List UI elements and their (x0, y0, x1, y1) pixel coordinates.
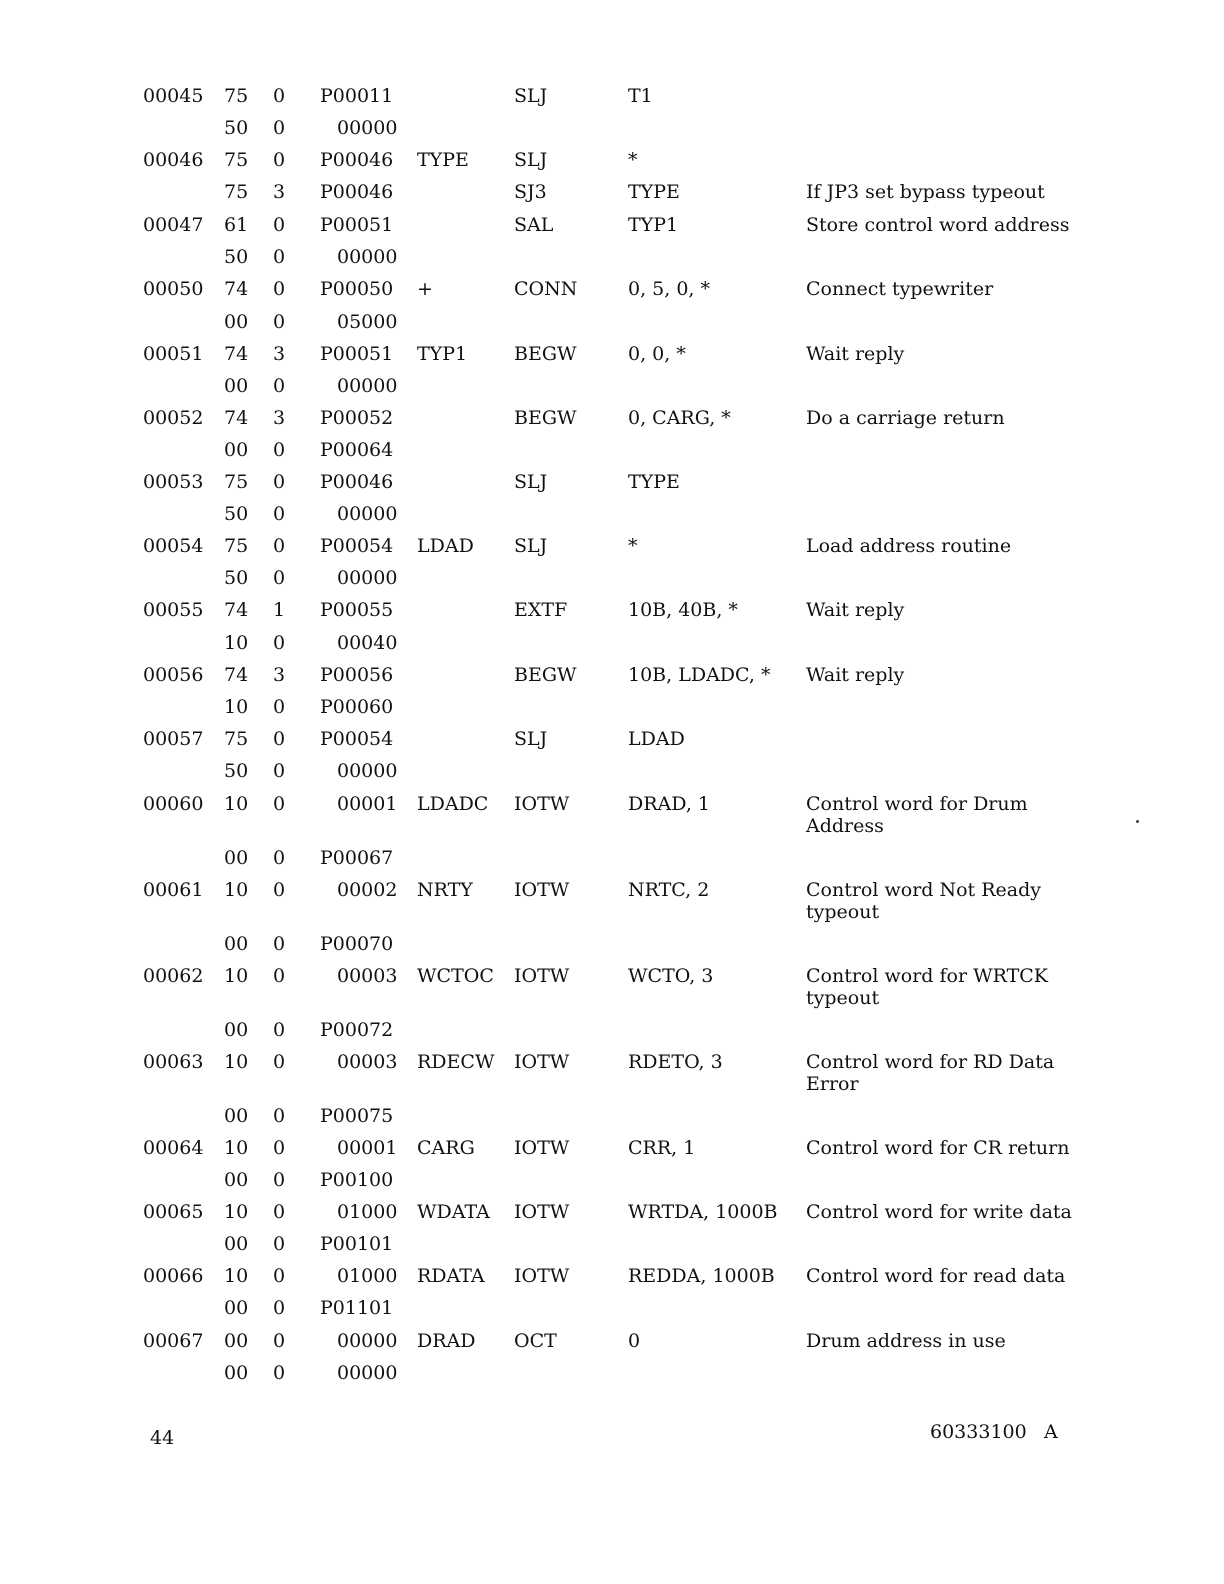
listing-line (0, 534, 1224, 558)
listing-line (0, 727, 1224, 751)
b-designator: 0 (273, 1297, 286, 1319)
m-field: P00100 (320, 1169, 394, 1191)
instruction-mnemonic: EXTF (514, 599, 568, 621)
b-designator: 0 (273, 1233, 286, 1255)
listing-line (0, 148, 1224, 172)
listing-line (0, 792, 1224, 837)
location-label: LDAD (417, 535, 474, 557)
m-field: P00046 (320, 471, 394, 493)
opcode: 50 (224, 246, 249, 268)
opcode: 74 (224, 599, 249, 621)
m-field: P00072 (320, 1019, 394, 1041)
b-designator: 0 (273, 1169, 286, 1191)
listing-line (0, 180, 1224, 204)
opcode: 00 (224, 847, 249, 869)
opcode: 75 (224, 149, 249, 171)
comment (806, 1137, 1069, 1159)
listing-line (0, 846, 1224, 870)
opcode: 50 (224, 760, 249, 782)
opcode: 10 (224, 632, 249, 654)
opcode: 75 (224, 181, 249, 203)
m-field: 05000 (337, 311, 398, 333)
comment-line: Do a carriage return (806, 407, 1005, 429)
revision-letter: A (1044, 1421, 1058, 1443)
b-designator: 0 (273, 246, 286, 268)
b-designator: 0 (273, 375, 286, 397)
scan-speck (1136, 820, 1139, 823)
opcode: 00 (224, 1362, 249, 1384)
m-field: P00054 (320, 535, 394, 557)
instruction-mnemonic: IOTW (514, 793, 570, 815)
operand-field: 10B, LDADC, * (628, 664, 771, 686)
b-designator: 3 (273, 664, 286, 686)
comment-line: Control word for write data (806, 1201, 1072, 1223)
m-field: P00056 (320, 664, 394, 686)
listing-line (0, 663, 1224, 687)
m-field: P00054 (320, 728, 394, 750)
b-designator: 0 (273, 439, 286, 461)
m-field: 00001 (337, 793, 398, 815)
b-designator: 0 (273, 1137, 286, 1159)
listing-line (0, 878, 1224, 923)
operand-field: * (628, 149, 638, 171)
b-designator: 0 (273, 879, 286, 901)
m-field: P00101 (320, 1233, 394, 1255)
opcode: 75 (224, 535, 249, 557)
m-field: 00000 (337, 1362, 398, 1384)
b-designator: 3 (273, 343, 286, 365)
opcode: 00 (224, 1169, 249, 1191)
line-address: 00057 (143, 728, 204, 750)
b-designator: 0 (273, 278, 286, 300)
b-designator: 0 (273, 1105, 286, 1127)
b-designator: 0 (273, 933, 286, 955)
location-label: RDATA (417, 1265, 485, 1287)
operand-field: WRTDA, 1000B (628, 1201, 778, 1223)
b-designator: 0 (273, 728, 286, 750)
line-address: 00061 (143, 879, 204, 901)
instruction-mnemonic: SLJ (514, 471, 548, 493)
comment (806, 599, 904, 621)
comment-line: Control word for WRTCK (806, 965, 1048, 987)
opcode: 74 (224, 664, 249, 686)
operand-field: TYP1 (628, 214, 679, 236)
location-label: RDECW (417, 1051, 495, 1073)
operand-field: TYPE (628, 181, 680, 203)
m-field: P00067 (320, 847, 394, 869)
comment-line: Wait reply (806, 599, 905, 621)
instruction-mnemonic: IOTW (514, 879, 570, 901)
listing-line (0, 116, 1224, 140)
b-designator: 3 (273, 407, 286, 429)
m-field: 00040 (337, 632, 398, 654)
m-field: P00060 (320, 696, 394, 718)
b-designator: 0 (273, 1330, 286, 1352)
m-field: 00003 (337, 1051, 398, 1073)
instruction-mnemonic: IOTW (514, 1201, 570, 1223)
comment-line: If JP3 set bypass typeout (806, 181, 1045, 203)
m-field: P00011 (320, 85, 394, 107)
opcode: 00 (224, 311, 249, 333)
b-designator: 0 (273, 1051, 286, 1073)
m-field: P01101 (320, 1297, 394, 1319)
comment-line: typeout (806, 901, 880, 923)
comment-line: Drum address in use (806, 1330, 1006, 1352)
b-designator: 0 (273, 965, 286, 987)
opcode: 00 (224, 1105, 249, 1127)
b-designator: 0 (273, 847, 286, 869)
operand-field: T1 (628, 85, 653, 107)
comment (806, 793, 1028, 837)
listing-line (0, 342, 1224, 366)
m-field: P00051 (320, 343, 394, 365)
b-designator: 0 (273, 535, 286, 557)
listing-line (0, 1104, 1224, 1128)
b-designator: 0 (273, 632, 286, 654)
b-designator: 0 (273, 1019, 286, 1041)
location-label: DRAD (417, 1330, 476, 1352)
comment (806, 664, 904, 686)
comment (806, 1265, 1065, 1287)
opcode: 50 (224, 567, 249, 589)
line-address: 00046 (143, 149, 204, 171)
b-designator: 0 (273, 117, 286, 139)
comment (806, 214, 1070, 236)
b-designator: 0 (273, 311, 286, 333)
opcode: 74 (224, 278, 249, 300)
listing-line (0, 964, 1224, 1009)
m-field: 00002 (337, 879, 398, 901)
listing-line (0, 1361, 1224, 1385)
line-address: 00067 (143, 1330, 204, 1352)
opcode: 10 (224, 1137, 249, 1159)
opcode: 10 (224, 1051, 249, 1073)
listing-line (0, 245, 1224, 269)
comment (806, 1330, 1006, 1352)
m-field: 00000 (337, 117, 398, 139)
comment (806, 535, 1011, 557)
line-address: 00051 (143, 343, 204, 365)
listing-line (0, 1232, 1224, 1256)
operand-field: LDAD (628, 728, 685, 750)
instruction-mnemonic: BEGW (514, 343, 577, 365)
operand-field: 0, 5, 0, * (628, 278, 711, 300)
opcode: 74 (224, 343, 249, 365)
m-field: 00000 (337, 375, 398, 397)
line-address: 00056 (143, 664, 204, 686)
m-field: 01000 (337, 1201, 398, 1223)
opcode: 10 (224, 1265, 249, 1287)
comment-line: Wait reply (806, 343, 905, 365)
operand-field: * (628, 535, 638, 557)
operand-field: CRR, 1 (628, 1137, 696, 1159)
comment-line: Error (806, 1073, 859, 1095)
b-designator: 0 (273, 214, 286, 236)
opcode: 00 (224, 439, 249, 461)
operand-field: 10B, 40B, * (628, 599, 738, 621)
opcode: 00 (224, 1297, 249, 1319)
m-field: 00000 (337, 1330, 398, 1352)
m-field: 01000 (337, 1265, 398, 1287)
listing-line (0, 438, 1224, 462)
instruction-mnemonic: SLJ (514, 149, 548, 171)
opcode: 10 (224, 879, 249, 901)
comment-line: Control word for Drum (806, 793, 1028, 815)
listing-line (0, 1264, 1224, 1288)
location-label: CARG (417, 1137, 475, 1159)
location-label: LDADC (417, 793, 489, 815)
m-field: 00000 (337, 760, 398, 782)
line-address: 00047 (143, 214, 204, 236)
comment-line: Store control word address (806, 214, 1070, 236)
b-designator: 0 (273, 760, 286, 782)
b-designator: 0 (273, 471, 286, 493)
instruction-mnemonic: IOTW (514, 1265, 570, 1287)
listing-line (0, 1136, 1224, 1160)
operand-field: 0, 0, * (628, 343, 686, 365)
m-field: P00046 (320, 181, 394, 203)
b-designator: 0 (273, 696, 286, 718)
line-address: 00045 (143, 85, 204, 107)
listing-line (0, 84, 1224, 108)
b-designator: 0 (273, 85, 286, 107)
instruction-mnemonic: IOTW (514, 1137, 570, 1159)
listing-line (0, 932, 1224, 956)
line-address: 00055 (143, 599, 204, 621)
opcode: 00 (224, 375, 249, 397)
b-designator: 0 (273, 503, 286, 525)
b-designator: 1 (273, 599, 286, 621)
instruction-mnemonic: SLJ (514, 85, 548, 107)
listing-line (0, 213, 1224, 237)
comment (806, 343, 904, 365)
listing-line (0, 310, 1224, 334)
b-designator: 0 (273, 1362, 286, 1384)
operand-field: REDDA, 1000B (628, 1265, 775, 1287)
b-designator: 0 (273, 149, 286, 171)
instruction-mnemonic: IOTW (514, 965, 570, 987)
listing-line (0, 598, 1224, 622)
m-field: 00001 (337, 1137, 398, 1159)
opcode: 75 (224, 85, 249, 107)
b-designator: 0 (273, 1201, 286, 1223)
opcode: 10 (224, 1201, 249, 1223)
m-field: 00003 (337, 965, 398, 987)
m-field: P00051 (320, 214, 394, 236)
location-label: NRTY (417, 879, 473, 901)
m-field: P00050 (320, 278, 394, 300)
operand-field: 0 (628, 1330, 641, 1352)
listing-line (0, 406, 1224, 430)
comment-line: Control word for read data (806, 1265, 1066, 1287)
operand-field: RDETO, 3 (628, 1051, 723, 1073)
m-field: 00000 (337, 246, 398, 268)
instruction-mnemonic: BEGW (514, 407, 577, 429)
listing-line (0, 1200, 1224, 1224)
listing-line (0, 1050, 1224, 1095)
listing-line (0, 631, 1224, 655)
opcode: 00 (224, 933, 249, 955)
comment (806, 965, 1048, 1009)
operand-field: TYPE (628, 471, 680, 493)
m-field: 00000 (337, 567, 398, 589)
location-label: WCTOC (417, 965, 494, 987)
location-label: WDATA (417, 1201, 490, 1223)
line-address: 00053 (143, 471, 204, 493)
listing-line (0, 1329, 1224, 1353)
comment-line: Connect typewriter (806, 278, 994, 300)
operand-field: WCTO, 3 (628, 965, 714, 987)
opcode: 00 (224, 1019, 249, 1041)
comment (806, 1201, 1072, 1223)
instruction-mnemonic: IOTW (514, 1051, 570, 1073)
comment (806, 407, 1005, 429)
operand-field: DRAD, 1 (628, 793, 710, 815)
b-designator: 0 (273, 793, 286, 815)
opcode: 00 (224, 1330, 249, 1352)
instruction-mnemonic: SJ3 (514, 181, 547, 203)
instruction-mnemonic: SLJ (514, 535, 548, 557)
listing-line (0, 759, 1224, 783)
comment-line: Wait reply (806, 664, 905, 686)
comment (806, 278, 993, 300)
opcode: 75 (224, 728, 249, 750)
comment-line: Control word for RD Data (806, 1051, 1055, 1073)
listing-line (0, 470, 1224, 494)
listing-line (0, 566, 1224, 590)
page-number: 44 (150, 1427, 175, 1449)
line-address: 00065 (143, 1201, 204, 1223)
m-field: P00064 (320, 439, 394, 461)
m-field: P00052 (320, 407, 394, 429)
line-address: 00064 (143, 1137, 204, 1159)
comment (806, 879, 1041, 923)
opcode: 61 (224, 214, 249, 236)
comment (806, 1051, 1054, 1095)
instruction-mnemonic: SLJ (514, 728, 548, 750)
instruction-mnemonic: SAL (514, 214, 554, 236)
opcode: 00 (224, 1233, 249, 1255)
listing-line (0, 1168, 1224, 1192)
opcode: 50 (224, 503, 249, 525)
opcode: 50 (224, 117, 249, 139)
listing-line (0, 1018, 1224, 1042)
comment (806, 181, 1045, 203)
location-label: TYP1 (417, 343, 468, 365)
instruction-mnemonic: OCT (514, 1330, 557, 1352)
m-field: P00046 (320, 149, 394, 171)
line-address: 00062 (143, 965, 204, 987)
location-label: TYPE (417, 149, 469, 171)
operand-field: 0, CARG, * (628, 407, 731, 429)
operand-field: NRTC, 2 (628, 879, 710, 901)
comment-line: Control word Not Ready (806, 879, 1041, 901)
line-address: 00063 (143, 1051, 204, 1073)
listing-line (0, 277, 1224, 301)
comment-line: Address (806, 815, 884, 837)
opcode: 10 (224, 696, 249, 718)
listing-line (0, 1296, 1224, 1320)
comment-line: typeout (806, 987, 880, 1009)
m-field: P00055 (320, 599, 394, 621)
listing-line (0, 502, 1224, 526)
opcode: 10 (224, 965, 249, 987)
line-address: 00052 (143, 407, 204, 429)
line-address: 00054 (143, 535, 204, 557)
b-designator: 3 (273, 181, 286, 203)
b-designator: 0 (273, 567, 286, 589)
document-number: 60333100 (930, 1421, 1027, 1443)
m-field: 00000 (337, 503, 398, 525)
listing-line (0, 374, 1224, 398)
opcode: 75 (224, 471, 249, 493)
listing-line (0, 695, 1224, 719)
location-label: + (417, 278, 433, 300)
b-designator: 0 (273, 1265, 286, 1287)
instruction-mnemonic: CONN (514, 278, 578, 300)
line-address: 00060 (143, 793, 204, 815)
opcode: 74 (224, 407, 249, 429)
m-field: P00070 (320, 933, 394, 955)
line-address: 00066 (143, 1265, 204, 1287)
comment-line: Control word for CR return (806, 1137, 1070, 1159)
m-field: P00075 (320, 1105, 394, 1127)
line-address: 00050 (143, 278, 204, 300)
comment-line: Load address routine (806, 535, 1012, 557)
opcode: 10 (224, 793, 249, 815)
instruction-mnemonic: BEGW (514, 664, 577, 686)
